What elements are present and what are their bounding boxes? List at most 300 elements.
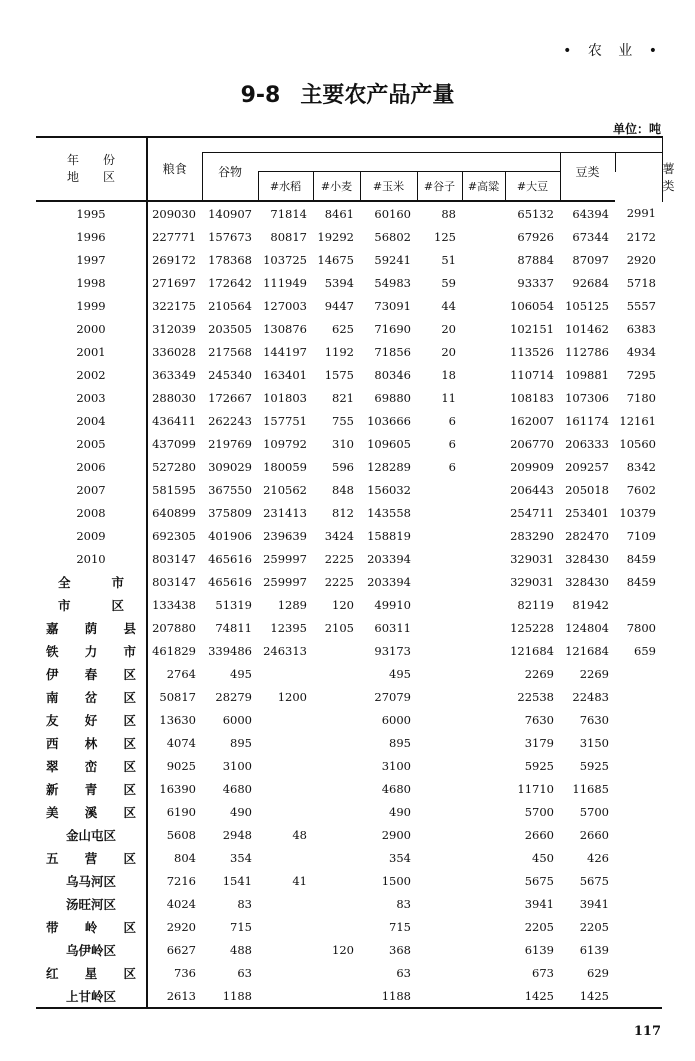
table-row [36,961,662,984]
cell-soybean: 109881 [565,367,609,382]
cell-rice [258,731,313,754]
cell-grain: 6190 [166,804,196,819]
cell-rice: 12395 [270,620,307,635]
row-region-label [36,869,147,892]
cell-grain: 461829 [152,643,196,658]
row-year-label [36,478,147,501]
cell-cereal: 3100 [222,758,252,773]
cell-corn: 60160 [374,206,411,221]
cell-soybean: 161174 [565,413,609,428]
cell-soybean: 209257 [565,459,609,474]
cell-soybean: 22483 [572,689,609,704]
cell-wheat [313,708,360,731]
row-label-text: 铁力市 [46,643,136,659]
cell-cereal: 63 [237,965,252,980]
table-row [36,892,662,915]
row-year-label [36,363,147,386]
cell-rice: 71814 [270,206,307,221]
cell-corn: 895 [389,735,411,750]
cell-tubers [615,938,662,961]
cell-soybean: 426 [587,850,609,865]
cell-rice: 103725 [263,252,307,267]
cell-millet: 125 [434,229,456,244]
cell-sorghum [462,823,505,846]
cell-sorghum [462,547,505,570]
cell-millet [417,823,462,846]
cell-beans: 102151 [510,321,554,336]
table-row [36,248,662,271]
cell-grain: 133438 [152,597,196,612]
cell-millet: 20 [441,344,456,359]
cell-beans: 11710 [517,781,554,796]
row-label-text: 嘉荫县 [46,620,136,636]
cell-sorghum [462,662,505,685]
cell-grain: 7216 [166,873,196,888]
cell-beans: 329031 [510,551,554,566]
table-row [36,593,662,616]
cell-corn: 73091 [374,298,411,313]
header-soybean: #大豆 [505,172,560,202]
cell-wheat: 1575 [324,367,354,382]
table-row [36,869,662,892]
cell-tubers: 7800 [626,620,656,635]
cell-wheat [313,639,360,662]
table-row [36,846,662,869]
row-label-text: 2001 [76,344,106,359]
cell-cereal: 895 [230,735,252,750]
row-region-label [36,754,147,777]
cell-wheat: 8461 [324,206,354,221]
row-label-text: 市区 [58,597,124,613]
cell-beans: 87884 [517,252,554,267]
stub-header-year: 年 份 [66,153,115,167]
table-row [36,478,662,501]
row-year-label [36,501,147,524]
cell-grain: 271697 [152,275,196,290]
row-label-text: 新青区 [46,781,136,797]
section-tag: • 农 业 • [563,43,663,59]
cell-cereal: 465616 [208,551,252,566]
cell-millet [417,892,462,915]
cell-grain: 4074 [166,735,196,750]
cell-rice: 239639 [263,528,307,543]
cell-rice: 80817 [270,229,307,244]
cell-beans: 206443 [510,482,554,497]
cell-corn: 156032 [367,482,411,497]
page-number: 117 [633,1024,661,1039]
cell-sorghum [462,386,505,409]
row-year-label [36,225,147,248]
cell-sorghum [462,938,505,961]
cell-soybean: 67344 [572,229,609,244]
row-label-text: 1998 [76,275,106,290]
cell-grain: 13630 [159,712,196,727]
cell-grain: 2920 [166,919,196,934]
table-row [36,432,662,455]
row-region-label [36,800,147,823]
cell-soybean: 5925 [579,758,609,773]
cell-tubers: 7180 [626,390,656,405]
cell-rice: 109792 [263,436,307,451]
cell-millet [417,961,462,984]
cell-tubers: 6383 [626,321,656,336]
cell-soybean: 105125 [565,298,609,313]
cell-beans: 125228 [510,620,554,635]
cell-grain: 527280 [152,459,196,474]
row-label-text: 1997 [76,252,106,267]
cell-millet [417,754,462,777]
row-label-text: 汤旺河区 [65,896,116,912]
cell-wheat [313,869,360,892]
table-row [36,225,662,248]
cell-millet: 59 [441,275,456,290]
cell-wheat: 2225 [324,551,354,566]
cell-tubers: 8459 [626,574,656,589]
cell-cereal: 354 [230,850,252,865]
cell-tubers: 2920 [626,252,656,267]
cell-soybean: 2205 [579,919,609,934]
cell-cereal: 495 [230,666,252,681]
cell-soybean: 92684 [572,275,609,290]
cell-millet [417,984,462,1008]
cell-beans: 5675 [524,873,554,888]
cell-grain: 50817 [159,689,196,704]
cell-millet [417,662,462,685]
cell-sorghum [462,340,505,363]
cell-millet [417,547,462,570]
cell-sorghum [462,915,505,938]
cell-wheat: 2105 [324,620,354,635]
cell-rice: 101803 [263,390,307,405]
cell-corn: 143558 [367,505,411,520]
cell-cereal: 140907 [208,206,252,221]
cell-wheat [313,892,360,915]
row-label-text: 红星区 [46,965,136,981]
cell-sorghum [462,294,505,317]
row-label-text: 伊春区 [46,666,136,682]
cell-millet [417,846,462,869]
cell-wheat: 848 [332,482,354,497]
cell-corn: 93173 [374,643,411,658]
row-label-text: 西林区 [46,735,136,751]
cell-grain: 736 [174,965,196,980]
cell-beans: 2205 [524,919,554,934]
cell-tubers [615,846,662,869]
unit-label: 单位：吨 [612,122,661,136]
page-title [0,78,695,109]
cell-grain: 16390 [159,781,196,796]
table-row [36,823,662,846]
cell-corn: 69880 [374,390,411,405]
cell-cereal: 28279 [215,689,252,704]
cell-beans: 5700 [524,804,554,819]
header-beans-span [615,153,662,172]
header-grain: 粮食 [147,137,202,201]
cell-wheat: 9447 [324,298,354,313]
row-label-text: 2007 [76,482,106,497]
cell-sorghum [462,869,505,892]
cell-corn: 1500 [381,873,411,888]
cell-millet: 88 [441,206,456,221]
cell-grain: 804 [174,850,196,865]
cell-grain: 692305 [152,528,196,543]
cell-wheat [313,846,360,869]
header-millet: #谷子 [417,172,462,202]
cell-wheat [313,915,360,938]
cell-grain: 5608 [166,827,196,842]
cell-soybean: 3941 [579,896,609,911]
cell-wheat: 3424 [324,528,354,543]
cell-millet: 6 [448,413,456,428]
cell-sorghum [462,524,505,547]
row-region-label [36,639,147,662]
cell-corn: 495 [389,666,411,681]
cell-sorghum [462,892,505,915]
production-table: 年 份 地 区 粮食 薯类 谷物 豆类 #水稻 #小麦 #玉米 #谷子 #高粱 #大豆 1995 209030 140907 71814 8461 60160 88 65132 64394 2991 1996 227771 157673 80817 19292 56802 125 67926 67344 2172 1997 269172 178368 103725 14675 59241 51 87884 87097 2920 1998 271697 172642 111949 5394 54983 59 93337 92684 5718 1999 322175 210564 127003 9447 73091 44 106054 105125 5557 2000 312039 203505 130876 625 71690 20 102151 101462 6383 2001 336028 217568 144197 1192 71856 20 113526 112786 4934 2002 363349 245340 163401 1575 80346 18 110714 109881 7295 2003 288030 172667 101803 821 69880 11 108183 107306 7180 2004 436411 262243 157751 755 103666 6 162007 161174 12161 2005 437099 219769 109792 310 109605 6 206770 206333 10560 2006 527280 309029 180059 596 128289 6 209909 209257 8342 2007 581595 367550 210562 848 156032 206443 205018 7602 2008 640899 375809 231413 812 143558 254711 253401 10379 2009 692305 401906 239639 3424 158819 283290 282470 7109 2010 803147 465616 259997 2225 203394 329031 328430 8459 全市 803147 465616 259997 2225 203394 329031 328430 8459 市区 133438 51319 1289 120 49910 82119 81942 嘉荫县 207880 74811 12395 2105 60311 125228 124804 7800 铁力市 461829 339486 246313 93173 121684 121684 659 伊春区 2764 495 495 2269 2269 南岔区 50817 28279 1200 27079 22538 22483 友好区 13630 6000 6000 7630 7630 西林区 4074 895 895 3179 3150 翠峦区 9025 3100 3100 5925 5925 新青区 16390 4680 4680 11710 11685 美溪区 6190 490 490 5700 5700 金山屯区 5608 2948 48 2900 2660 2660 五营区 804 354 354 450 426 乌马河区 7216 1541 41 1500 5675 5675 汤旺河区 4024 83 83 3941 3941 带岭区 2920 715 715 2205 2205 乌伊岭区 6627 488 120 368 6139 6139 红星区 736 63 63 673 629 上甘岭区 2613 1188 1188 1425 1425 [36,136,662,1009]
cell-corn: 203394 [367,574,411,589]
cell-beans: 3941 [524,896,554,911]
cell-beans: 6139 [524,942,554,957]
cell-beans: 22538 [517,689,554,704]
row-label-text: 2003 [76,390,106,405]
row-label-text: 1995 [76,206,106,221]
cell-wheat [313,685,360,708]
row-year-label [36,386,147,409]
cell-sorghum [462,846,505,869]
cell-millet [417,938,462,961]
cell-cereal: 83 [237,896,252,911]
cell-sorghum [462,363,505,386]
cell-sorghum [462,409,505,432]
cell-rice [258,846,313,869]
cell-beans: 82119 [517,597,554,612]
cell-grain: 4024 [166,896,196,911]
cell-wheat [313,662,360,685]
cell-corn: 6000 [381,712,411,727]
cell-sorghum [462,478,505,501]
row-label-text: 金山屯区 [65,827,116,843]
cell-cereal: 488 [230,942,252,957]
cell-tubers: 10379 [619,505,656,520]
cell-rice: 180059 [263,459,307,474]
cell-cereal: 6000 [222,712,252,727]
row-label-text: 乌马河区 [65,873,116,889]
cell-sorghum [462,961,505,984]
cell-beans: 121684 [510,643,554,658]
cell-tubers [615,708,662,731]
cell-rice [258,708,313,731]
cell-millet [417,869,462,892]
table-row [36,639,662,662]
cell-soybean: 124804 [565,620,609,635]
table-row [36,685,662,708]
row-label-text: 翠峦区 [46,758,136,774]
cell-beans: 67926 [517,229,554,244]
cell-grain: 581595 [152,482,196,497]
row-year-label [36,547,147,570]
header-wheat: #小麦 [313,172,360,202]
cell-wheat: 2225 [324,574,354,589]
row-label-text: 五营区 [46,850,136,866]
cell-grain: 436411 [152,413,196,428]
cell-tubers [615,823,662,846]
table-row [36,271,662,294]
cell-tubers [615,915,662,938]
cell-soybean: 11685 [572,781,609,796]
cell-cereal: 203505 [208,321,252,336]
cell-rice [258,777,313,800]
row-label-text: 带岭区 [46,919,136,935]
table-row [36,570,662,593]
cell-corn: 715 [389,919,411,934]
table-row [36,754,662,777]
row-year-label [36,340,147,363]
cell-corn: 3100 [381,758,411,773]
cell-soybean: 206333 [565,436,609,451]
cell-corn: 4680 [381,781,411,796]
header-beans: 豆类 [560,153,615,202]
row-label-text: 美溪区 [46,804,136,820]
cell-tubers: 8459 [626,551,656,566]
cell-sorghum [462,271,505,294]
cell-sorghum [462,731,505,754]
row-region-label [36,984,147,1008]
cell-corn: 71856 [374,344,411,359]
cell-tubers [615,961,662,984]
cell-millet [417,616,462,639]
cell-rice: 231413 [263,505,307,520]
cell-corn: 128289 [367,459,411,474]
cell-corn: 1188 [360,984,417,1008]
row-region-label [36,685,147,708]
cell-beans: 2660 [524,827,554,842]
cell-corn: 71690 [374,321,411,336]
cell-sorghum [462,754,505,777]
cell-rice: 127003 [263,298,307,313]
cell-soybean: 282470 [565,528,609,543]
cell-corn: 49910 [374,597,411,612]
row-year-label [36,409,147,432]
row-year-label [36,201,147,225]
cell-cereal: 262243 [208,413,252,428]
cell-wheat [313,823,360,846]
cell-beans: 209909 [510,459,554,474]
header-corn: #玉米 [360,172,417,202]
stub-header [36,137,147,201]
cell-tubers [615,593,662,616]
cell-wheat [313,731,360,754]
cell-beans: 113526 [510,344,554,359]
table-row [36,616,662,639]
cell-beans: 65132 [517,206,554,221]
cell-millet [417,915,462,938]
cell-sorghum [462,432,505,455]
cell-soybean: 87097 [572,252,609,267]
row-region-label [36,593,147,616]
cell-tubers: 2172 [626,229,656,244]
cell-sorghum [462,616,505,639]
row-label-text: 1999 [76,298,106,313]
cell-corn: 158819 [367,528,411,543]
row-label-text: 全市 [58,574,124,590]
row-region-label [36,662,147,685]
row-region-label [36,731,147,754]
cell-soybean: 2269 [579,666,609,681]
cell-cereal: 339486 [208,643,252,658]
row-label-text: 乌伊岭区 [65,942,116,958]
cell-wheat: 310 [332,436,354,451]
cell-rice: 48 [292,827,307,842]
cell-rice: 1289 [277,597,307,612]
cell-beans: 329031 [510,574,554,589]
cell-cereal: 157673 [208,229,252,244]
row-label-text: 2005 [76,436,106,451]
table-number: 9-8 [240,83,281,108]
cell-rice: 210562 [263,482,307,497]
cell-cereal: 375809 [208,505,252,520]
cell-tubers: 659 [634,643,656,658]
stub-header-region: 地 区 [66,170,115,184]
cell-soybean: 2660 [579,827,609,842]
cell-beans: 110714 [510,367,554,382]
cell-soybean: 328430 [565,551,609,566]
cell-tubers [615,800,662,823]
row-region-label [36,616,147,639]
table-row [36,984,662,1008]
cell-rice [258,800,313,823]
cell-tubers [615,662,662,685]
row-year-label [36,432,147,455]
cell-corn: 27079 [374,689,411,704]
cell-beans: 1425 [505,984,560,1008]
cell-millet [417,478,462,501]
row-region-label [36,777,147,800]
cell-corn: 203394 [367,551,411,566]
cell-cereal: 1188 [202,984,258,1008]
cell-rice: 157751 [263,413,307,428]
table-row [36,501,662,524]
row-region-label [36,961,147,984]
cell-wheat: 596 [332,459,354,474]
cell-rice: 144197 [263,344,307,359]
cell-sorghum [462,317,505,340]
cell-tubers [615,731,662,754]
cell-tubers: 2991 [626,206,656,220]
cell-millet: 18 [441,367,456,382]
row-region-label [36,846,147,869]
cell-beans: 450 [532,850,554,865]
cell-beans: 2269 [524,666,554,681]
cell-tubers [615,685,662,708]
cell-grain: 363349 [152,367,196,382]
cell-rice [258,915,313,938]
cell-wheat: 821 [332,390,354,405]
cell-tubers: 7602 [626,482,656,497]
cell-millet: 44 [441,298,456,313]
cell-tubers [615,754,662,777]
cell-wheat: 120 [332,597,354,612]
cell-soybean: 107306 [565,390,609,405]
header-rice: #水稻 [258,172,313,202]
cell-corn: 2900 [381,827,411,842]
row-label-text: 上甘岭区 [65,988,116,1004]
cell-corn: 354 [389,850,411,865]
cell-tubers [615,984,662,1008]
cell-cereal: 219769 [208,436,252,451]
cell-cereal: 490 [230,804,252,819]
row-label-text: 2004 [76,413,106,428]
cell-rice: 259997 [263,574,307,589]
